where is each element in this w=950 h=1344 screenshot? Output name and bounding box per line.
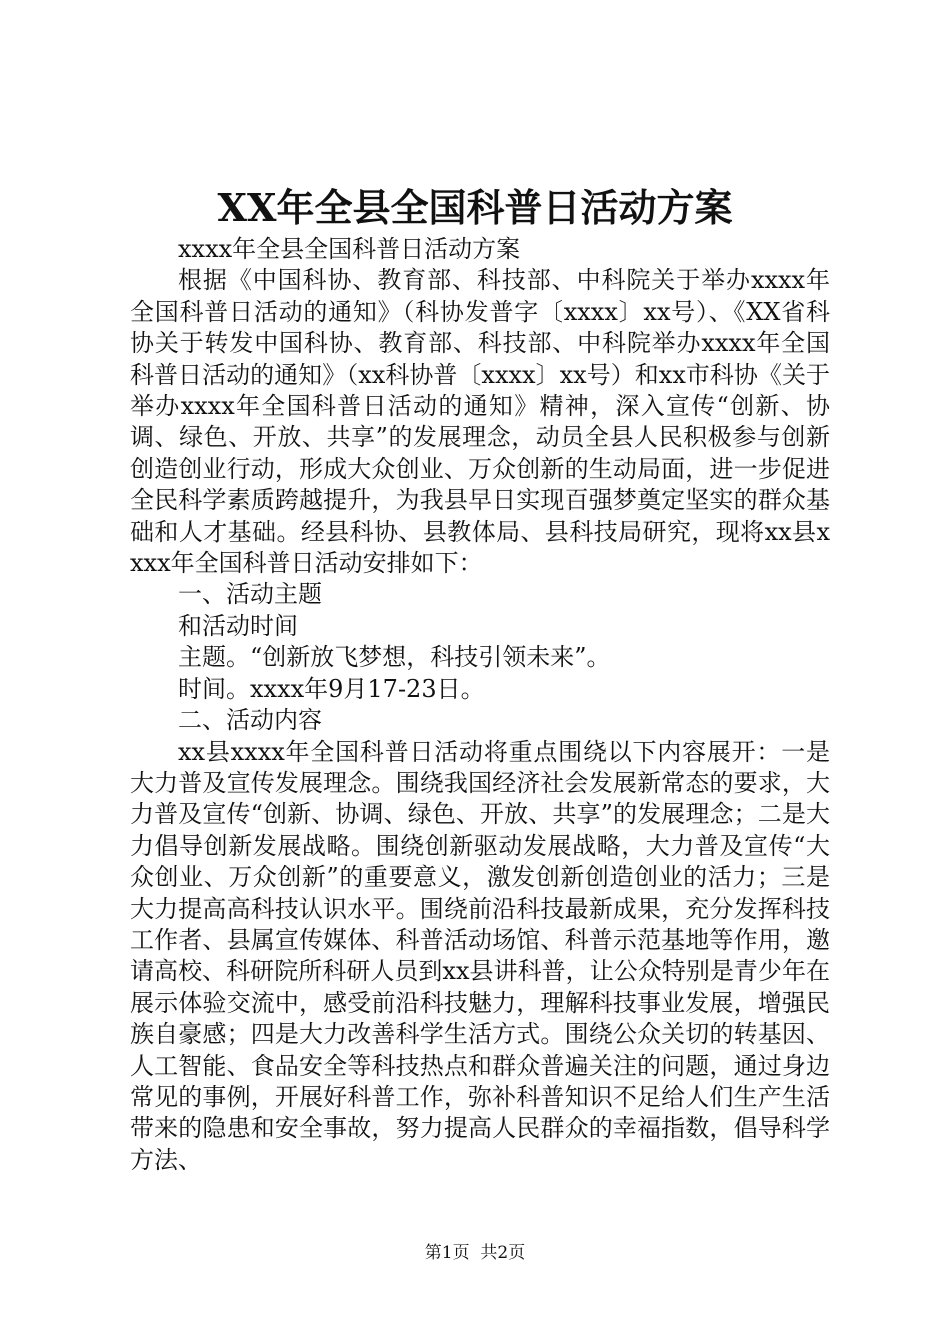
paragraph-subtitle: xxxx年全县全国科普日活动方案 [178, 235, 521, 263]
paragraph-theme: 主题。“创新放飞梦想，科技引领未来”。 [178, 643, 611, 672]
page-number: 第1页 共2页 [424, 1243, 526, 1263]
page-footer [0, 1242, 950, 1264]
section-heading-content: 二、活动内容 [178, 706, 322, 735]
paragraph-content: xx县xxxx年全国科普日活动将重点围绕以下内容展开：一是大力普及宣传发展理念。围绕我国经济社会发展新常态的要求，大力普及宣传“创新、协调、绿色、开放、共享”的发展理念；二是大力倡导创新发展战略。围绕创新驱动发展战略，大力普及宣传“大众创业、万众创新”的重要意义，激发创新创造创业的活力；三是大力提高高科技认识水平。围绕前沿科技最新成果，充分发挥科技工作者、县属宣传媒体、科普活动场馆、科普示范基地等作用，邀请高校、科研院所科研人员到xx县讲科普，让公众特别是青少年在展示体验交流中，感受前沿科技魅力，理解科技事业发展，增强民族自豪感；四是大力改善科学生活方式。围绕公众关切的转基因、人工智能、食品安全等科技热点和群众普遍关注的问题，通过身边常见的事例，开展好科普工作，弥补科普知识不足给人们生产生活带来的隐患和安全事故，努力提高人民群众的幸福指数，倡导科学方法、 [130, 737, 830, 1174]
section-heading-theme: 一、活动主题 [178, 580, 322, 609]
paragraph-time: 时间。xxxx年9月17-23日。 [178, 674, 485, 703]
document-title: XX年全县全国科普日活动方案 [217, 185, 733, 230]
document-body [130, 234, 830, 1176]
paragraph-intro: 根据《中国科协、教育部、科技部、中科院关于举办xxxx年全国科普日活动的通知》（科协发普字〔xxxx〕xx号）、《XX省科协关于转发中国科协、教育部、科技部、中科院举办xxxx年全国科普日活动的通知》（xx科协普〔xxxx〕xx号）和xx市科协《关于举办xxxx年全国科普日活动的通知》精神，深入宣传“创新、协调、绿色、开放、共享”的发展理念，动员全县人民积极参与创新创造创业行动，形成大众创业、万众创新的生动局面，进一步促进全民科学素质跨越提升，为我县早日实现百强梦奠定坚实的群众基础和人才基础。经县科协、县教体局、县科技局研究，现将xx县xxxx年全国科普日活动安排如下： [130, 266, 830, 578]
section-heading-time: 和活动时间 [178, 611, 298, 640]
